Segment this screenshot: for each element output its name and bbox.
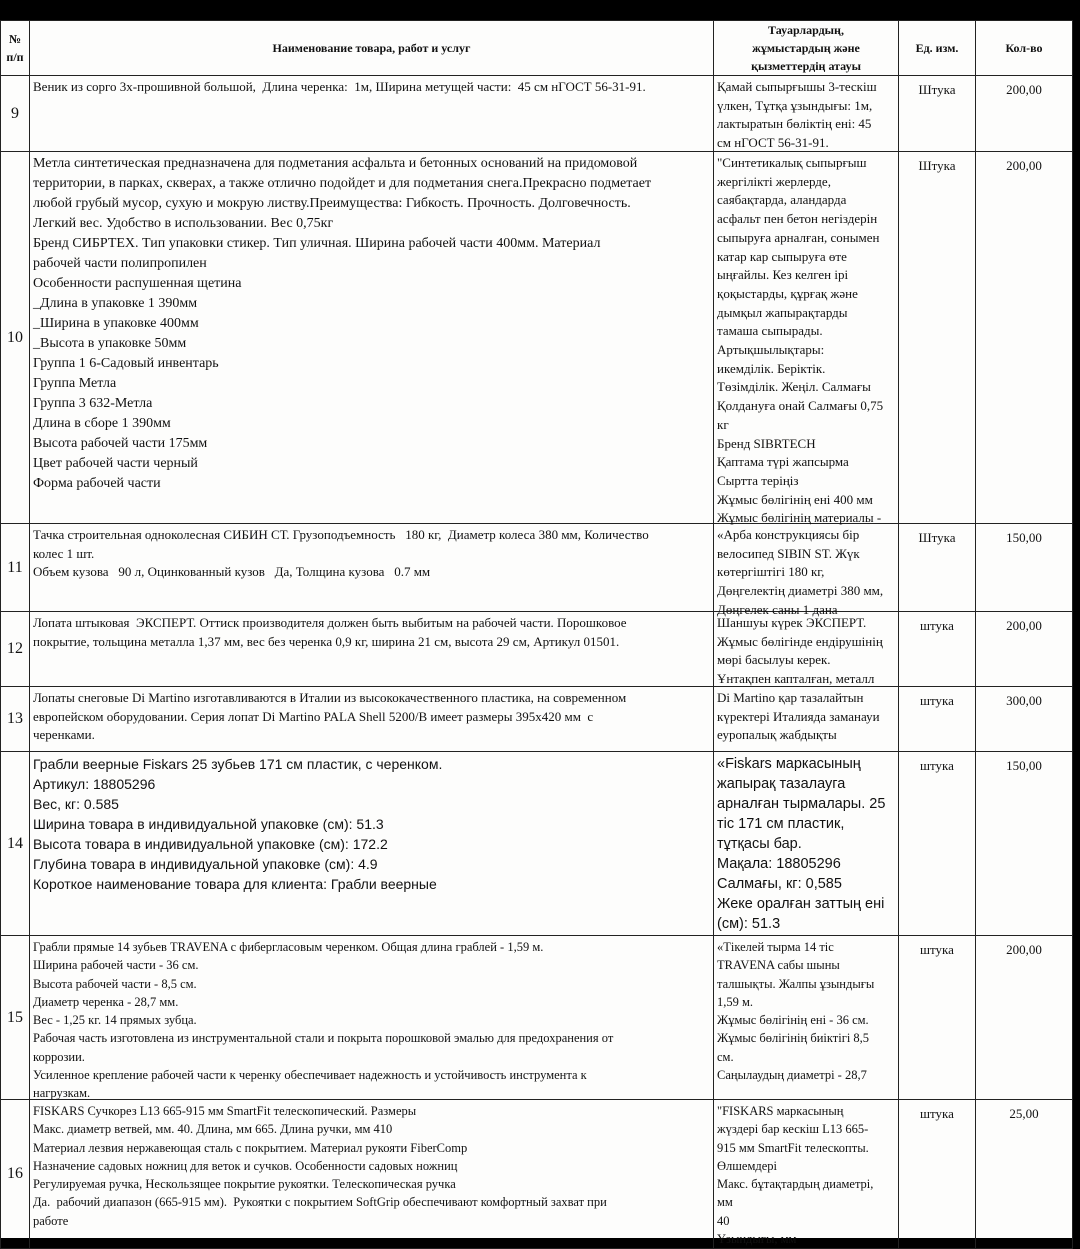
- text-line: 1,59 м.: [717, 994, 754, 1009]
- text-line: FISKARS Сучкорез L13 665-915 мм SmartFit телескопический. Размеры: [33, 1104, 417, 1118]
- text-line: ыңғайлы. Кез келген ірі: [717, 267, 849, 283]
- row-name-ru: [30, 612, 714, 687]
- row-name-ru: [30, 687, 714, 752]
- text-line: қоқыстарды, құрғақ және: [717, 285, 858, 301]
- text-line: мм: [717, 1195, 733, 1210]
- table-row: [1, 936, 1073, 1100]
- table-header-row: [1, 21, 1073, 76]
- text-line: лактыратын бөліктің ені: 45: [717, 116, 872, 132]
- text-line: күректері Италияда заманауи: [717, 708, 880, 724]
- row-qty: 200,00: [976, 612, 1073, 687]
- row-name-kz-text: [714, 1100, 898, 1248]
- row-qty: 200,00: [976, 76, 1073, 152]
- row-name-ru-text: [30, 752, 713, 935]
- document-sheet: [0, 20, 1072, 1247]
- text-line: Жұмыс бөлігінің материалы -: [717, 510, 882, 526]
- text-line: Салмағы, кг: 0,585: [717, 876, 842, 892]
- text-line: катар кар сыпыруға өте: [717, 248, 847, 264]
- row-unit: штука: [899, 1100, 976, 1249]
- row-name-ru-text: [30, 524, 713, 611]
- row-name-kz: [714, 152, 899, 524]
- table-row: [1, 687, 1073, 752]
- row-number: 11: [1, 524, 30, 612]
- table-row: [1, 524, 1073, 612]
- text-line: Артикул: 18805296: [33, 776, 156, 792]
- text-line: Лопата штыковая ЭКСПЕРТ. Оттиск производителя должен быть выбитым на рабочей части. Порошковое: [33, 615, 627, 630]
- row-name-ru: [30, 524, 714, 612]
- text-line: Вес - 1,25 кг. 14 прямых зубца.: [33, 1013, 197, 1028]
- text-line: Ұзындығы, мм: [717, 1232, 797, 1247]
- text-line: Рабочая часть изготовлена из инструментальной стали и покрыта порошковой эмалью для предохранения от: [33, 1031, 614, 1046]
- row-name-kz-text: [714, 687, 898, 751]
- row-number: 14: [1, 752, 30, 936]
- text-line: см нГОСТ 56-31-91.: [717, 135, 829, 151]
- text-line: европейском оборудовании. Серия лопат Di Martino PALA Shell 5200/В имеет размеры 395х420 мм с: [33, 708, 594, 724]
- text-line: Метла синтетическая предназначена для подметания асфальта и бетонных оснований на придомовой: [33, 156, 638, 171]
- text-line: Төзімділік. Жеңіл. Салмағы: [717, 379, 871, 395]
- text-line: 915 мм SmartFit телескопты.: [717, 1140, 869, 1155]
- text-line: Тачка строительная одноколесная СИБИН СТ. Грузоподъемность 180 кг, Диаметр колеса 380 мм, Количество: [33, 527, 649, 542]
- text-line: Дөңгелек саны 1 дана: [717, 601, 838, 617]
- text-line: үлкен, Тұтқа ұзындығы: 1м,: [717, 97, 873, 113]
- text-line: Диаметр черенка - 28,7 мм.: [33, 994, 179, 1009]
- header-qty: Кол-во: [976, 21, 1073, 76]
- text-line: Форма рабочей части: [33, 476, 161, 491]
- row-name-kz: [714, 1100, 899, 1249]
- text-line: Ұнтақпен капталған, металл: [717, 671, 875, 687]
- table-row: [1, 76, 1073, 152]
- row-unit: штука: [899, 612, 976, 687]
- text-line: «Fiskars маркасының: [717, 756, 861, 772]
- text-line: Жұмыс бөлігінде ендірушінің: [717, 633, 883, 649]
- row-name-ru-text: [30, 1100, 713, 1248]
- text-line: арналған тырмалары. 25: [717, 796, 886, 812]
- row-name-ru-text: [30, 152, 713, 523]
- row-number: 15: [1, 936, 30, 1100]
- text-line: тұтқасы бар.: [717, 836, 802, 852]
- text-line: Веник из сорго 3х-прошивной большой, Длина черенка: 1м, Ширина метущей части: 45 см нГОСТ 56-31-91.: [33, 79, 646, 94]
- text-line: мөрі басылуы керек.: [717, 652, 831, 668]
- text-line: тіс 171 см пластик,: [717, 816, 845, 832]
- text-line: Қамай сыпырғышы 3-тескіш: [717, 79, 877, 94]
- text-line: кг: [717, 416, 729, 432]
- text-line: покрытие, тольщина металла 1,37 мм, вес без черенка 0,9 кг, ширина 21 см, высота 29 см, Артикул 01501.: [33, 633, 620, 649]
- text-line: Цвет рабочей части черный: [33, 456, 198, 471]
- text-line: Усиленное крепление рабочей части к черенку обеспечивает надежность и устойчивость инструмента к: [33, 1068, 587, 1083]
- row-unit: штука: [899, 687, 976, 752]
- table-row: [1, 752, 1073, 936]
- text-line: дымқыл жапырақтарды: [717, 304, 848, 320]
- header-unit: Ед. изм.: [899, 21, 976, 76]
- row-name-ru: [30, 152, 714, 524]
- text-line: еуропалық жабдықты: [717, 727, 837, 743]
- row-name-kz-text: [714, 76, 898, 151]
- text-line: территории, в парках, скверах, а также отлично подойдет и для подметания снега.Прекрасно подметает: [33, 176, 652, 191]
- text-line: сыпыруға арналған, сонымен: [717, 229, 880, 245]
- text-line: Легкий вес. Удобство в использовании. Вес 0,75кг: [33, 216, 334, 231]
- text-line: Лопаты снеговые Di Martino изготавливаются в Италии из высококачественного пластика, на современном: [33, 690, 627, 705]
- row-unit: Штука: [899, 524, 976, 612]
- text-line: Өлшемдері: [717, 1158, 777, 1173]
- table-row: [1, 152, 1073, 524]
- row-name-ru: [30, 936, 714, 1100]
- table-row: [1, 612, 1073, 687]
- text-line: «Арба конструкциясы бір: [717, 527, 860, 542]
- text-line: Назначение садовых ножниц для веток и сучков. Особенности садовых ножниц: [33, 1158, 458, 1173]
- text-line: Макс. диаметр ветвей, мм. 40. Длина, мм 665. Длина ручки, мм 410: [33, 1122, 393, 1137]
- text-line: Жұмыс бөлігінің ені 400 мм: [717, 491, 873, 507]
- row-qty: 25,00: [976, 1100, 1073, 1249]
- text-line: любой грубый мусор, сухую и мокрую листву.Преимущества: Гибкость. Прочность. Долговечность.: [33, 196, 631, 211]
- text-line: Шаншуы күрек ЭКСПЕРТ.: [717, 615, 867, 630]
- text-line: Высота рабочей части - 8,5 см.: [33, 976, 197, 991]
- text-line: көтергіштігі 180 кг,: [717, 564, 825, 580]
- text-line: «Тікелей тырма 14 тіс: [717, 940, 834, 954]
- text-line: талшықты. Жалпы ұзындығы: [717, 976, 875, 991]
- text-line: асфальт пен бетон негіздерін: [717, 211, 878, 227]
- text-line: Жұмыс бөлігінің ені - 36 см.: [717, 1013, 869, 1028]
- text-line: Группа 3 632-Метла: [33, 396, 153, 411]
- text-line: жүздері бар кескіш L13 665-: [717, 1122, 869, 1137]
- text-line: "Синтетикалық сыпырғыш: [717, 155, 867, 170]
- text-line: Макс. бұтақтардың диаметрі,: [717, 1177, 874, 1192]
- row-name-kz-text: [714, 752, 898, 935]
- row-name-kz: [714, 524, 899, 617]
- text-line: велосипед SIBIN ST. Жүк: [717, 545, 860, 561]
- row-name-ru-text: [30, 936, 713, 1099]
- text-line: Да. рабочий диапазон (665-915 мм). Рукоятки с покрытием SoftGrip обеспечивают комфортный захват при: [33, 1195, 607, 1210]
- header-name-ru: Наименование товара, работ и услуг: [30, 21, 714, 76]
- text-line: икемділік. Беріктік.: [717, 360, 826, 376]
- text-line: Материал лезвия нержавеющая сталь с покрытием. Материал рукояти FiberComp: [33, 1140, 468, 1155]
- row-name-ru-text: [30, 687, 713, 751]
- text-line: Длина в сборе 1 390мм: [33, 416, 171, 431]
- table-row: [1, 1100, 1073, 1249]
- text-line: Бренд СИБРТЕХ. Тип упаковки стикер. Тип уличная. Ширина рабочей части 400мм. Материал: [33, 236, 601, 251]
- text-line: Короткое наименование товара для клиента: Грабли веерные: [33, 876, 437, 892]
- text-line: Саңылаудың диаметрі - 28,7: [717, 1068, 867, 1083]
- text-line: черенками.: [33, 727, 95, 743]
- header-name-kz: Тауарлардың, жұмыстардың және қызметтердің атауы: [714, 21, 899, 76]
- row-name-kz: [714, 612, 899, 687]
- text-line: Ширина товара в индивидуальной упаковке (см): 51.3: [33, 816, 384, 832]
- row-unit: Штука: [899, 76, 976, 152]
- text-line: Особенности распушенная щетина: [33, 276, 242, 291]
- text-line: 40: [717, 1213, 730, 1228]
- row-number: 12: [1, 612, 30, 687]
- text-line: Ширина рабочей части - 36 см.: [33, 958, 199, 973]
- text-line: Вес, кг: 0.585: [33, 796, 119, 812]
- text-line: жапырақ тазалауга: [717, 776, 846, 792]
- row-unit: штука: [899, 752, 976, 936]
- row-name-kz-text: [714, 152, 898, 526]
- row-number: 13: [1, 687, 30, 752]
- row-name-kz-text: [714, 612, 898, 686]
- text-line: Высота рабочей части 175мм: [33, 436, 208, 451]
- text-line: Артықшылықтары:: [717, 342, 825, 358]
- text-line: Грабли прямые 14 зубьев TRAVENA с фибергласовым черенком. Общая длина граблей - 1,59 м.: [33, 940, 544, 954]
- row-name-kz: [714, 687, 899, 752]
- row-name-kz-text: [714, 524, 898, 617]
- row-qty: 300,00: [976, 687, 1073, 752]
- row-qty: 150,00: [976, 524, 1073, 612]
- text-line: работе: [33, 1213, 69, 1228]
- text-line: Жеке оралған заттың ені: [717, 896, 885, 912]
- row-name-kz-text: [714, 936, 898, 1099]
- row-name-ru-text: [30, 612, 713, 686]
- text-line: (см): 51.3: [717, 916, 781, 932]
- text-line: Глубина товара в индивидуальной упаковке (см): 4.9: [33, 856, 378, 872]
- row-number: 10: [1, 152, 30, 524]
- row-name-ru: [30, 1100, 714, 1249]
- row-name-kz: [714, 76, 899, 152]
- text-line: колес 1 шт.: [33, 545, 95, 561]
- text-line: Қаптама түрі жапсырма: [717, 454, 849, 470]
- text-line: "FISKARS маркасының: [717, 1104, 844, 1118]
- text-line: Сыртта теріңіз: [717, 472, 799, 488]
- row-qty: 150,00: [976, 752, 1073, 936]
- text-line: _Длина в упаковке 1 390мм: [33, 296, 198, 311]
- text-line: Бренд SIBRTECH: [717, 435, 816, 451]
- text-line: Грабли веерные Fiskars 25 зубьев 171 см пластик, с черенком.: [33, 756, 443, 772]
- text-line: _Ширина в упаковке 400мм: [33, 316, 199, 331]
- text-line: Группа 1 6-Садовый инвентарь: [33, 356, 219, 371]
- text-line: саябақтарда, аландарда: [717, 192, 847, 208]
- header-num: № п/п: [1, 21, 30, 76]
- text-line: Объем кузова 90 л, Оцинкованный кузов Да, Толщина кузова 0.7 мм: [33, 564, 431, 580]
- goods-table: [0, 20, 1073, 1249]
- row-unit: Штука: [899, 152, 976, 524]
- row-number: 16: [1, 1100, 30, 1249]
- row-qty: 200,00: [976, 152, 1073, 524]
- row-unit: штука: [899, 936, 976, 1100]
- row-name-kz: [714, 752, 899, 936]
- row-name-ru: [30, 752, 714, 936]
- text-line: Қолдануға онай Салмағы 0,75: [717, 398, 884, 414]
- text-line: Регулируемая ручка, Нескользящее покрытие рукоятки. Телескопическая ручка: [33, 1177, 456, 1192]
- text-line: нагрузкам.: [33, 1086, 91, 1101]
- text-line: рабочей части полипропилен: [33, 256, 207, 271]
- text-line: жергілікті жерлерде,: [717, 173, 831, 189]
- text-line: Дөңгелектің диаметрі 380 мм,: [717, 583, 884, 599]
- row-number: 9: [1, 76, 30, 152]
- row-qty: 200,00: [976, 936, 1073, 1100]
- text-line: _Высота в упаковке 50мм: [33, 336, 187, 351]
- text-line: Di Martino қар тазалайтын: [717, 690, 864, 705]
- text-line: Мақала: 18805296: [717, 856, 841, 872]
- row-name-kz: [714, 936, 899, 1100]
- text-line: Жұмыс бөлігінің биіктігі 8,5: [717, 1031, 870, 1046]
- text-line: тамаша сыпырады.: [717, 323, 823, 339]
- text-line: коррозии.: [33, 1049, 85, 1064]
- text-line: см.: [717, 1049, 734, 1064]
- text-line: Группа Метла: [33, 376, 117, 391]
- text-line: TRAVENA сабы шыны: [717, 958, 840, 973]
- row-name-ru: [30, 76, 714, 152]
- row-name-ru-text: [30, 76, 713, 151]
- text-line: Высота товара в индивидуальной упаковке (см): 172.2: [33, 836, 388, 852]
